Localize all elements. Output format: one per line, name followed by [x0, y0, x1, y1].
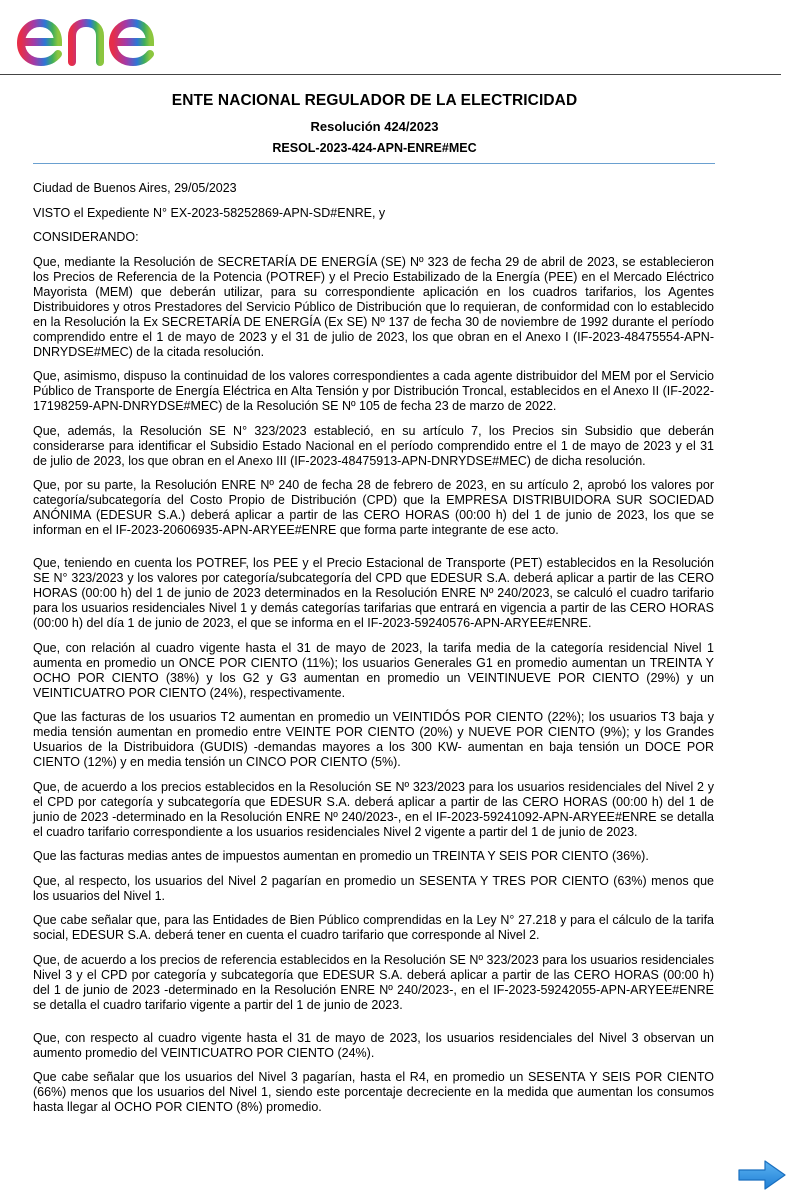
issuer-title: ENTE NACIONAL REGULADOR DE LA ELECTRICIDAD — [171, 92, 578, 109]
paragraph: Que, además, la Resolución SE N° 323/2023 estableció, en su artículo 7, los Precios sin Subsidio que deberán considerarse para identificar el Subsidio Estado Nacional en el período comprendido entre el 1 de mayo de 2023 y el 31 de julio de 2023, los que obran en el Anexo III (IF-2023-48475913-APN-DNRYDSE#MEC) de dicha resolución. — [33, 423, 714, 468]
paragraph: Que, de acuerdo a los precios establecidos en la Resolución SE Nº 323/2023 para los usuarios residenciales del Nivel 2 y el CPD por categoría y subcategoría que EDESUR S.A. deberá aplicar a partir de las CERO HORAS (00:00 h) del 1 de junio de 2023 -determinado en la Resolución ENRE Nº 240/2023-, en el IF-2023-59241092-APN-ARYEE#ENRE se detalla el cuadro tarifario correspondiente a los usuarios residenciales Nivel 2 vigente a partir del 1 de junio de 2023. — [33, 779, 714, 839]
paragraph: Que, con relación al cuadro vigente hasta el 31 de mayo de 2023, la tarifa media de la categoría residencial Nivel 1 aumenta en promedio un ONCE POR CIENTO (11%); los usuarios Generales G1 en promedio aumentan un TREINTA Y OCHO POR CIENTO (38%) y los G2 y G3 aumentan en promedio un VEINTINUEVE POR CIENTO (29%) y un VEINTICUATRO POR CIENTO (24%), respectivamente. — [33, 640, 714, 700]
paragraph: Que, teniendo en cuenta los POTREF, los PEE y el Precio Estacional de Transporte (PET) establecidos en la Resolución SE N° 323/2023 y los valores por categoría/subcategoría del CPD que EDESUR S.A. deberá aplicar a partir de las CERO HORAS (00:00 h) del 1 de junio de 2023 determinados en la Resolución ENRE Nº 240/2023, se calculó el cuadro tarifario para los usuarios residenciales Nivel 1 y demás categorías tarifarias que entrará en vigencia a partir de las CERO HORAS (00:00 h) del día 1 de junio de 2023, el que se informa en el IF-2023-59240576-APN-ARYEE#ENRE. — [33, 556, 714, 630]
paragraph: Que las facturas de los usuarios T2 aumentan en promedio un VEINTIDÓS POR CIENTO (22%); los usuarios T3 baja y media tensión aumentan en promedio entre VEINTE POR CIENTO (20%) y NUEVE POR CIENTO (9%); y los Grandes Usuarios de la Distribuidora (GUDIS) -demandas mayores a los 300 KW- aumentan en baja tensión un DOCE POR CIENTO (12%) y en media tensión un CINCO POR CIENTO (5%). — [33, 710, 714, 769]
document-body — [33, 181, 714, 1125]
paragraph: Que las facturas medias antes de impuestos aumentan en promedio un TREINTA Y SEIS POR CIENTO (36%). — [33, 849, 649, 863]
paragraph: Que, asimismo, dispuso la continuidad de los valores correspondientes a cada agente distribuidor del MEM por el Servicio Público de Transporte de Energía Eléctrica en Alta Tensión y por Distribución Troncal, establecidos en el Anexo II (IF-2022-17198259-APN-DNRYDSE#MEC) de la Resolución SE Nº 105 de fecha 23 de marzo de 2022. — [33, 369, 714, 413]
paragraph: Que, al respecto, los usuarios del Nivel 2 pagarían en promedio un SESENTA Y TRES POR CIENTO (63%) menos que los usuarios del Nivel 1. — [33, 873, 714, 903]
header-divider — [33, 163, 715, 164]
considerando-heading: CONSIDERANDO: — [33, 230, 139, 244]
paragraph: Que, mediante la Resolución de SECRETARÍA DE ENERGÍA (SE) Nº 323 de fecha 29 de abril de 2023, se establecieron los Precios de Referencia de la Potencia (POTREF) y el Precio Estabilizado de la Energía (PEE) en el Mercado Eléctrico Mayorista (MEM) que deberán utilizar, para su correspondiente aplicación en los cuadros tarifarios, los Agentes Distribuidores y otros Prestadores del Servicio Público de Distribución que lo requieran, de conformidad con lo establecido en la Resolución la Ex SECRETARÍA DE ENERGÍA (Ex SE) Nº 137 de fecha 30 de noviembre de 1992 durante el período comprendido entre el 1 de mayo de 2023 y el 31 de julio de 2023, los que obran en el Anexo I (IF-2023-48475554-APN-DNRYDSE#MEC) de la citada resolución. — [33, 254, 714, 359]
resolution-number: Resolución 424/2023 — [310, 119, 439, 134]
top-divider — [0, 74, 781, 75]
paragraph: Que, por su parte, la Resolución ENRE Nº 240 de fecha 28 de febrero de 2023, en su artículo 2, aprobó los valores por categoría/subcategoría del Costo Propio de Distribución (CPD) que la EMPRESA DISTRIBUIDORA SUR SOCIEDAD ANÓNIMA (EDESUR S.A.) deberá aplicar a partir de las CERO HORAS (00:00 h) del 1 de junio de 2023, los que se informan en el IF-2023-20606935-APN-ARYEE#ENRE que forma parte integrante de ese acto. — [33, 478, 714, 537]
paragraph: Que cabe señalar que, para las Entidades de Bien Público comprendidas en la Ley N° 27.218 y para el cálculo de la tarifa social, EDESUR S.A. deberá tener en cuenta el cuadro tarifario que corresponde al Nivel 2. — [33, 913, 714, 942]
arrow-right-icon[interactable] — [737, 1159, 787, 1191]
paragraph: Que, con respecto al cuadro vigente hasta el 31 de mayo de 2023, los usuarios residenciales del Nivel 3 observan un aumento promedio del VEINTICUATRO POR CIENTO (24%). — [33, 1030, 714, 1060]
paragraph: Que, de acuerdo a los precios de referencia establecidos en la Resolución SE Nº 323/2023 para los usuarios residenciales Nivel 3 y el CPD por categoría y subcategoría que EDESUR S.A. deberá aplicar a partir de las CERO HORAS (00:00 h) del 1 de junio de 2023 -determinado en la Resolución ENRE Nº 240/2023-, en el IF-2023-59242055-APN-ARYEE#ENRE se detalla el cuadro tarifario vigente a partir del 1 de junio de 2023. — [33, 952, 714, 1012]
enel-logo — [14, 4, 184, 70]
place-date: Ciudad de Buenos Aires, 29/05/2023 — [33, 181, 237, 195]
visto-line: VISTO el Expediente N° EX-2023-58252869-APN-SD#ENRE, y — [33, 205, 386, 220]
document-header — [0, 92, 749, 155]
resolution-code: RESOL-2023-424-APN-ENRE#MEC — [272, 141, 477, 155]
paragraph: Que cabe señalar que los usuarios del Nivel 3 pagarían, hasta el R4, en promedio un SESENTA Y SEIS POR CIENTO (66%) menos que los usuarios del Nivel 1, siendo este porcentaje decreciente en la medida que aumentan los consumos hasta llegar al OCHO POR CIENTO (8%) promedio. — [33, 1070, 714, 1114]
